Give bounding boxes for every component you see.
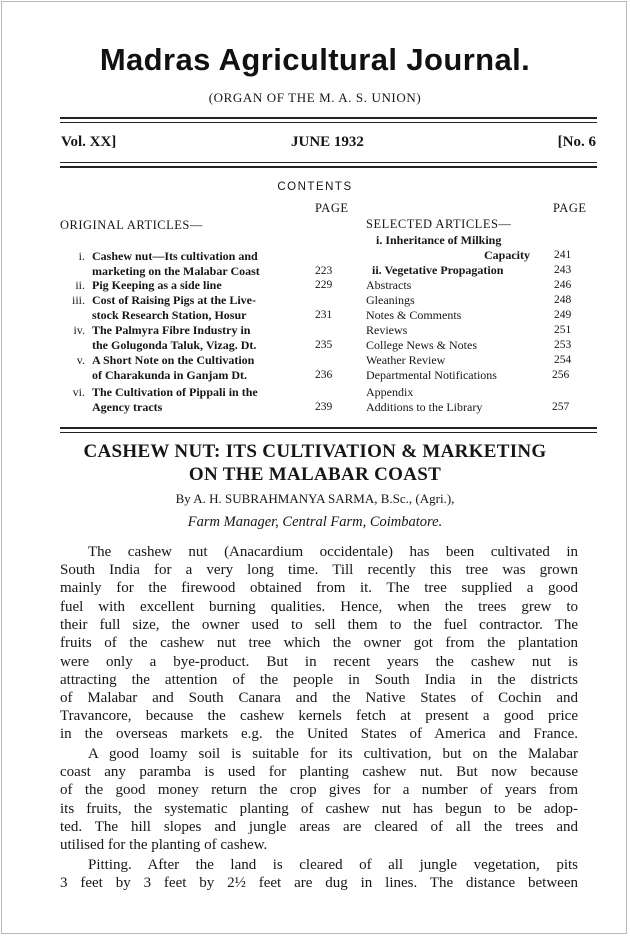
toc-item-line: A Short Note on the Cultivation: [92, 353, 255, 367]
article-title-line-1: CASHEW NUT: ITS CULTIVATION & MARKETING: [83, 441, 547, 462]
toc-selected-label: Notes & Comments: [366, 308, 462, 322]
article-byline: By A. H. SUBRAHMANYA SARMA, B.Sc., (Agri.),: [175, 491, 455, 506]
toc-selected-page: 253: [554, 339, 572, 351]
body-line: their full size, the owner used to sell them to the fuel contractor. The: [60, 617, 578, 633]
toc-selected-page: 249: [554, 309, 572, 321]
issue-date: JUNE 1932: [291, 134, 364, 150]
body-line: 3 feet by 3 feet by 2½ feet are dug in lines. The distance between: [60, 875, 578, 891]
contents-rule-thick: [60, 427, 597, 429]
body-line: attracting the attention of the people in South India in the districts: [60, 672, 578, 688]
toc-selected-label: Gleanings: [366, 293, 415, 307]
toc-selected-page: 243: [554, 264, 572, 276]
toc-selected-page: 257: [552, 401, 570, 413]
body-line: Pitting. After the land is cleared of all jungle vegetation, pits: [88, 857, 578, 873]
toc-item-page: 239: [315, 401, 333, 413]
issue-rule-thick: [60, 166, 597, 168]
toc-item-page: 231: [315, 309, 333, 321]
body-line: fruits of the cashew nut tree which the owner got from the plantation: [60, 635, 578, 651]
top-rule-thin: [60, 122, 597, 123]
toc-selected-label: Capacity: [484, 248, 530, 262]
toc-item-page: 236: [315, 369, 333, 381]
selected-articles-heading: SELECTED ARTICLES—: [366, 217, 512, 231]
toc-selected-page: 248: [554, 294, 572, 306]
body-line: fuel with excellent burning qualities. Hence, when the trees grew to: [60, 599, 578, 615]
toc-selected-label: Departmental Notifications: [366, 368, 497, 382]
body-line: ted. The hill slopes and jungle areas are cleared of all the trees and: [60, 819, 578, 835]
body-line: Travancore, because the cashew kernels fetch at present a good price: [60, 708, 578, 724]
body-line: mainly for the firewood obtained from it. The tree supplied a good: [60, 580, 578, 596]
toc-item-line: Agency tracts: [92, 400, 163, 414]
body-line: A good loamy soil is suitable for its cultivation, but on the Malabar: [88, 746, 578, 762]
toc-item-number: ii.: [75, 278, 85, 292]
toc-item-line: of Charakunda in Ganjam Dt.: [92, 368, 248, 382]
toc-item-page: 223: [315, 265, 333, 277]
journal-title: Madras Agricultural Journal.: [99, 42, 531, 77]
body-line: were only a bye-product. But in recent years the cashew nut is: [60, 654, 578, 670]
article-affiliation: Farm Manager, Central Farm, Coimbatore.: [187, 514, 443, 530]
toc-item-line: stock Research Station, Hosur: [92, 308, 247, 322]
body-line: The cashew nut (Anacardium occidentale) has been cultivated in: [88, 544, 578, 560]
body-line: South India for a very long time. Till recently this tree was grown: [60, 562, 578, 578]
body-line: its fruits, the systematic planting of cashew nut has begun to be adop-: [60, 801, 578, 817]
toc-selected-label: i. Inheritance of Milking: [376, 233, 502, 247]
body-line: of Malabar and South Canara and the Native States of Cochin and: [60, 690, 578, 706]
original-articles-heading: ORIGINAL ARTICLES—: [60, 218, 203, 232]
toc-selected-page: 246: [554, 279, 572, 291]
issue-number: [No. 6: [557, 134, 596, 150]
page-column-header-left: PAGE: [315, 201, 349, 215]
toc-item-line: Cashew nut—Its cultivation and: [92, 249, 258, 263]
toc-item-number: i.: [78, 249, 85, 263]
article-title-line-2: ON THE MALABAR COAST: [188, 464, 442, 485]
toc-item-line: the Golugonda Taluk, Vizag. Dt.: [92, 338, 257, 352]
toc-item-number: iv.: [73, 323, 85, 337]
top-rule-thick: [60, 117, 597, 119]
toc-selected-label: Reviews: [366, 323, 408, 337]
journal-organ: (ORGAN OF THE M. A. S. UNION): [208, 90, 422, 105]
toc-item-line: Pig Keeping as a side line: [92, 278, 222, 292]
toc-item-line: The Cultivation of Pippali in the: [92, 385, 258, 399]
body-line: coast any paramba is used for planting cashew nut. But now because: [60, 764, 578, 780]
issue-rule-thin: [60, 162, 597, 163]
toc-selected-label: College News & Notes: [366, 338, 477, 352]
toc-item-number: v.: [76, 353, 85, 367]
toc-selected-label: Abstracts: [366, 278, 412, 292]
toc-selected-label: ii. Vegetative Propagation: [372, 263, 504, 277]
toc-selected-label: Weather Review: [366, 353, 446, 367]
page-column-header-right: PAGE: [553, 201, 587, 215]
body-line: in the overseas markets e.g. the United States of America and France.: [60, 726, 578, 742]
issue-line: [61, 134, 596, 154]
toc-selected-page: 251: [554, 324, 572, 336]
toc-selected-label: Additions to the Library: [366, 400, 483, 414]
toc-selected-page: 256: [552, 369, 570, 381]
toc-item-line: marketing on the Malabar Coast: [92, 264, 260, 278]
toc-item-line: Cost of Raising Pigs at the Live-: [92, 293, 256, 307]
body-line: of the good money return the crop gives for a number of years from: [60, 782, 578, 798]
toc-item-line: The Palmyra Fibre Industry in: [92, 323, 251, 337]
contents-rule-thin: [60, 432, 597, 433]
toc-selected-page: 241: [554, 249, 572, 261]
toc-item-page: 235: [315, 339, 333, 351]
issue-volume: Vol. XX]: [61, 134, 117, 150]
toc-item-number: vi.: [72, 385, 85, 399]
toc-selected-page: 254: [554, 354, 572, 366]
contents-title: CONTENTS: [277, 181, 353, 193]
toc-selected-label: Appendix: [366, 385, 414, 399]
toc-item-page: 229: [315, 279, 333, 291]
toc-item-number: iii.: [71, 293, 85, 307]
body-line: utilised for the planting of cashew.: [60, 837, 268, 853]
